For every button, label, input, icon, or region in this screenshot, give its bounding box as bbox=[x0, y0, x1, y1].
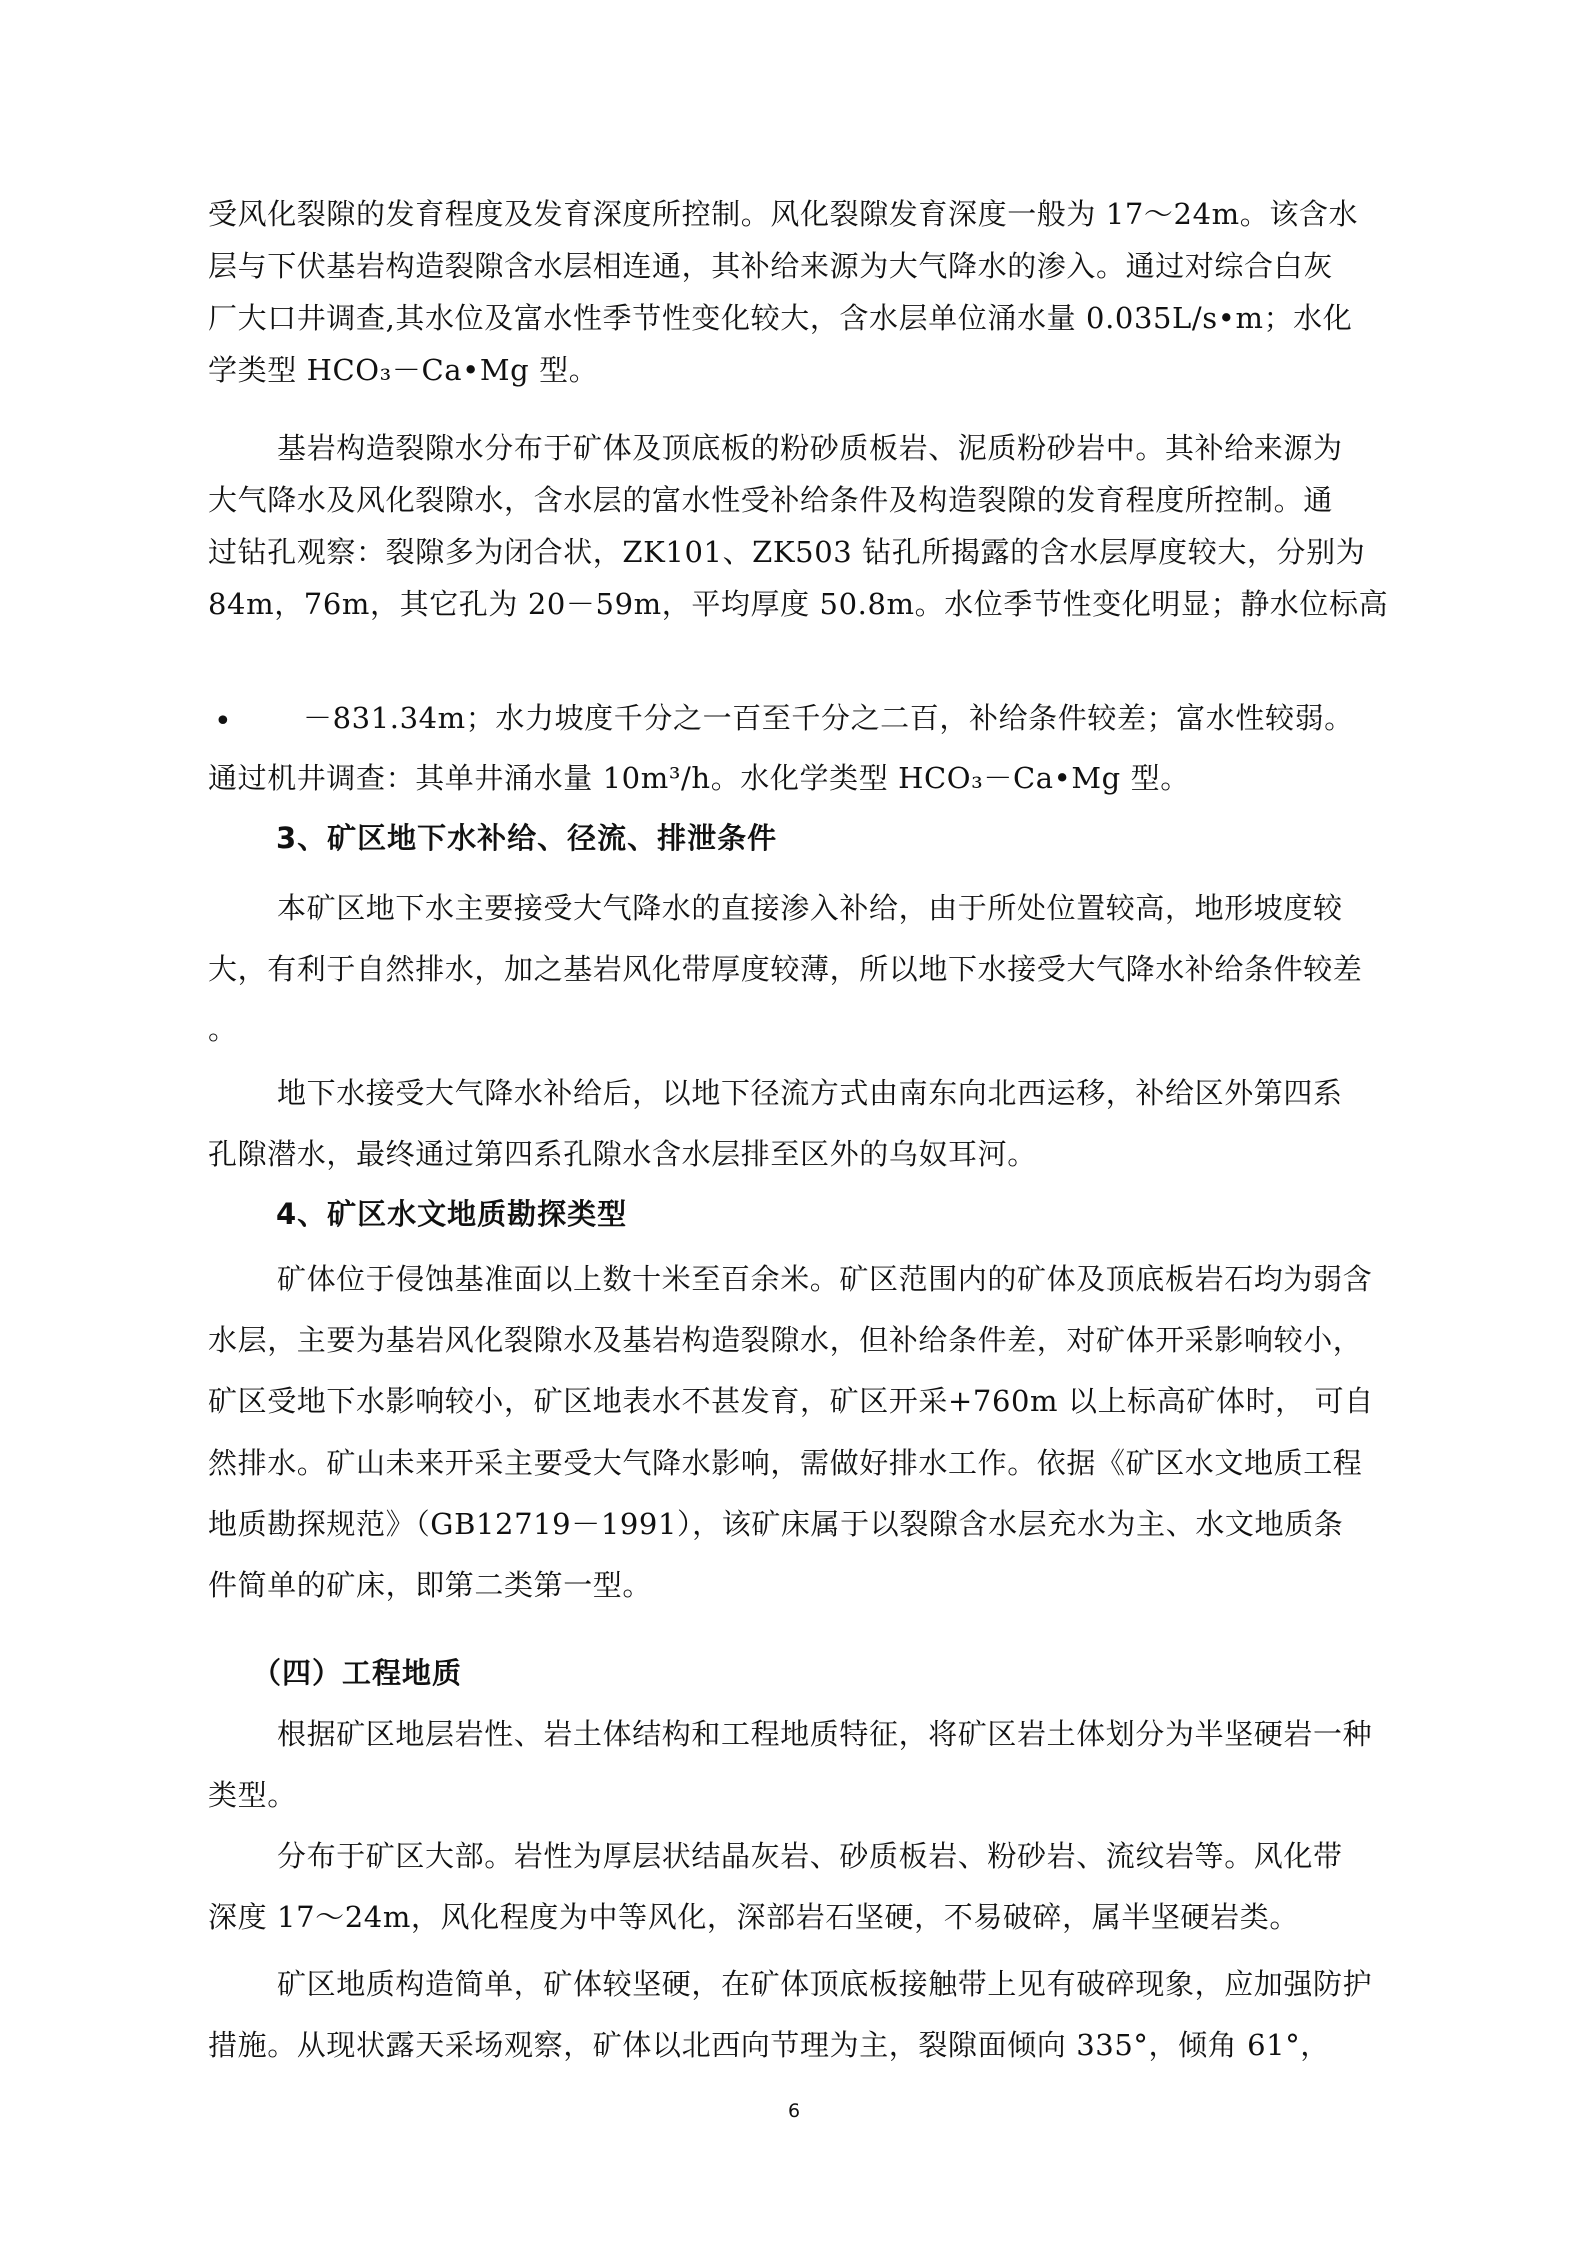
text-line: 本矿区地下水主要接受大气降水的直接渗入补给，由于所处位置较高，地形坡度较 bbox=[277, 891, 1343, 925]
text-line: 地下水接受大气降水补给后，以地下径流方式由南东向北西运移，补给区外第四系 bbox=[277, 1076, 1343, 1110]
text-line: 根据矿区地层岩性、岩土体结构和工程地质特征，将矿区岩土体划分为半坚硬岩一种 bbox=[277, 1717, 1373, 1751]
section-heading: （四）工程地质 bbox=[252, 1656, 463, 1690]
text-line: 矿区受地下水影响较小，矿区地表水不甚发育，矿区开采+760m 以上标高矿体时， 可自 bbox=[208, 1384, 1374, 1418]
page-number: 6 bbox=[787, 2100, 801, 2122]
text-line: 件简单的矿床，即第二类第一型。 bbox=[208, 1568, 653, 1602]
text-line: 层与下伏基岩构造裂隙含水层相连通，其补给来源为大气降水的渗入。通过对综合白灰 bbox=[208, 249, 1333, 283]
text-line: 厂大口井调查,其水位及富水性季节性变化较大，含水层单位涌水量 0.035L/s•m；水化 bbox=[208, 301, 1353, 335]
text-line: 大气降水及风化裂隙水，含水层的富水性受补给条件及构造裂隙的发育程度所控制。通 bbox=[208, 483, 1333, 517]
section-heading: 3、矿区地下水补给、径流、排泄条件 bbox=[276, 821, 778, 855]
text-line: 类型。 bbox=[208, 1778, 297, 1812]
text-line: 深度 17～24m，风化程度为中等风化，深部岩石坚硬，不易破碎，属半坚硬岩类。 bbox=[208, 1900, 1299, 1934]
text-line: 。 bbox=[208, 1012, 238, 1046]
section-heading: 4、矿区水文地质勘探类型 bbox=[276, 1197, 628, 1231]
text-line: 过钻孔观察：裂隙多为闭合状，ZK101、ZK503 钻孔所揭露的含水层厚度较大，分别为 bbox=[208, 535, 1366, 569]
text-line: －831.34m；水力坡度千分之一百至千分之二百，补给条件较差；富水性较弱。 bbox=[303, 701, 1354, 735]
text-line: 然排水。矿山未来开采主要受大气降水影响，需做好排水工作。依据《矿区水文地质工程 bbox=[208, 1446, 1363, 1480]
text-line: 基岩构造裂隙水分布于矿体及顶底板的粉砂质板岩、泥质粉砂岩中。其补给来源为 bbox=[277, 431, 1343, 465]
text-line: 措施。从现状露天采场观察，矿体以北西向节理为主，裂隙面倾向 335°，倾角 61°， bbox=[208, 2028, 1330, 2062]
text-line: 矿体位于侵蚀基准面以上数十米至百余米。矿区范围内的矿体及顶底板岩石均为弱含 bbox=[277, 1262, 1373, 1296]
text-line: 通过机井调查：其单井涌水量 10m³/h。水化学类型 HCO₃－Ca•Mg 型。 bbox=[208, 761, 1190, 795]
text-line: 孔隙潜水，最终通过第四系孔隙水含水层排至区外的乌奴耳河。 bbox=[208, 1137, 1037, 1171]
bullet-mark: • bbox=[214, 704, 232, 739]
text-line: 分布于矿区大部。岩性为厚层状结晶灰岩、砂质板岩、粉砂岩、流纹岩等。风化带 bbox=[277, 1839, 1343, 1873]
text-line: 地质勘探规范》（GB12719－1991），该矿床属于以裂隙含水层充水为主、水文地质条 bbox=[208, 1507, 1344, 1541]
text-line: 受风化裂隙的发育程度及发育深度所控制。风化裂隙发育深度一般为 17～24m。该含水 bbox=[208, 197, 1359, 231]
text-line: 水层，主要为基岩风化裂隙水及基岩构造裂隙水，但补给条件差，对矿体开采影响较小， bbox=[208, 1323, 1363, 1357]
text-line: 矿区地质构造简单，矿体较坚硬，在矿体顶底板接触带上见有破碎现象，应加强防护 bbox=[277, 1967, 1373, 2001]
text-line: 大，有利于自然排水，加之基岩风化带厚度较薄，所以地下水接受大气降水补给条件较差 bbox=[208, 952, 1363, 986]
text-line: 84m，76m，其它孔为 20－59m，平均厚度 50.8m。水位季节性变化明显；静水位标高 bbox=[208, 587, 1389, 621]
text-line: 学类型 HCO₃－Ca•Mg 型。 bbox=[208, 353, 599, 387]
